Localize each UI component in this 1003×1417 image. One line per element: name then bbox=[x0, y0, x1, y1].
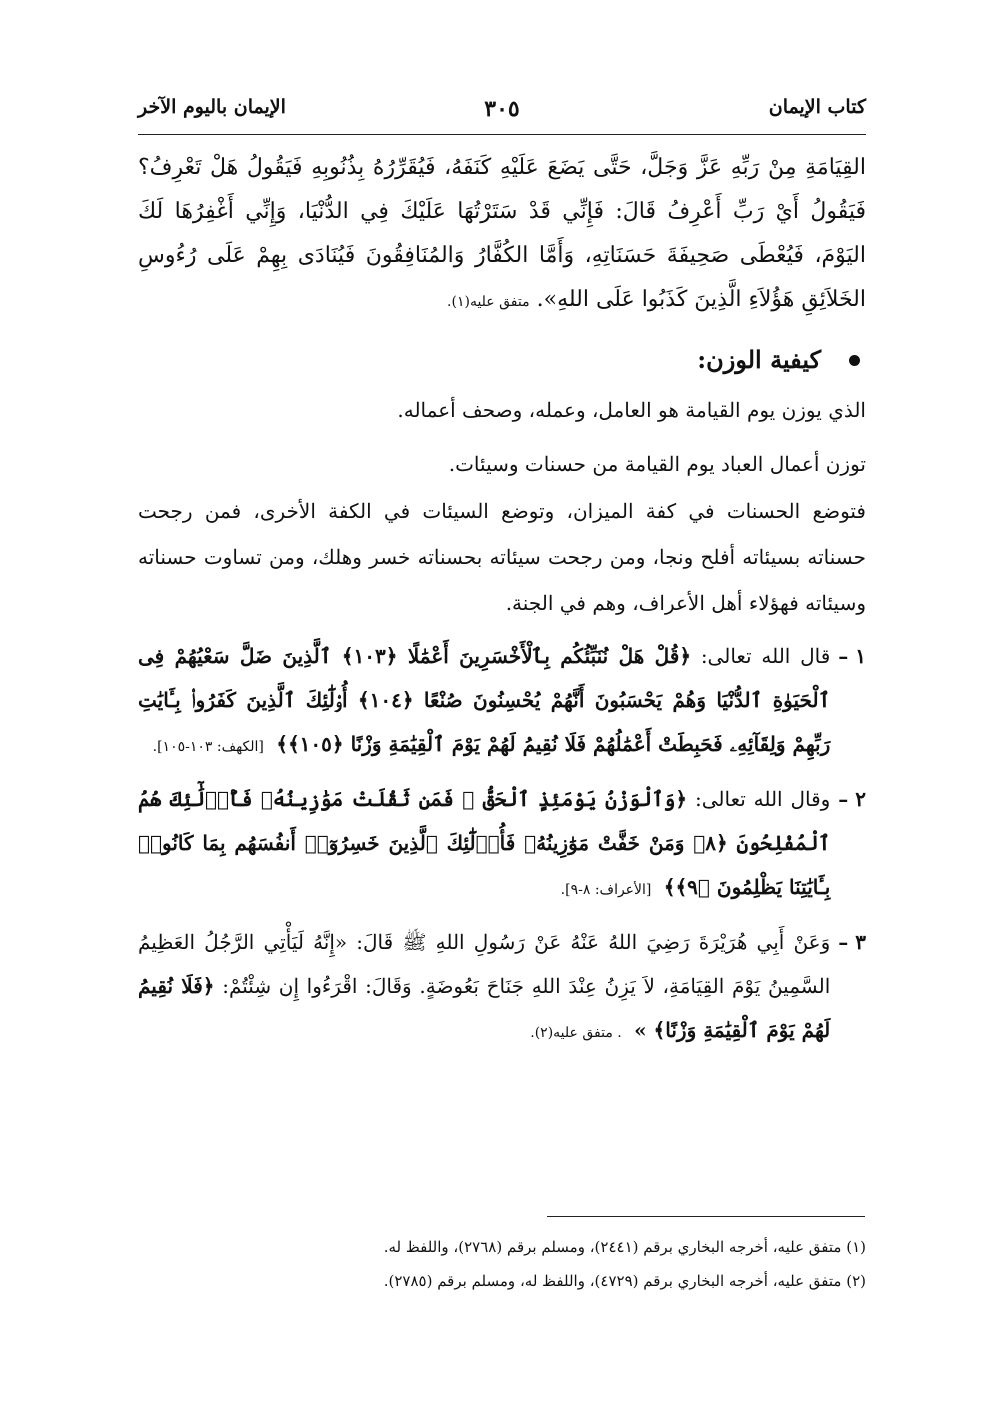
page-header bbox=[138, 96, 866, 132]
item-body bbox=[138, 920, 830, 1055]
quran-verse: ﴿قُلْ هَلْ نُنَبِّئُكُم بِٱلْأَخْسَرِينَ أَعْمَٰلًا ﴿١٠٣﴾ ٱلَّذِينَ ضَلَّ سَعْيُهُمْ فِى ٱلْحَيَوٰةِ ٱلدُّنْيَا وَهُمْ يَحْسَبُونَ أَنَّهُمْ يُحْسِنُونَ صُنْعًا ﴿١٠٤﴾ أُو۟لَٰٓئِكَ ٱلَّذِينَ كَفَرُوا۟ بِـَٔايَٰتِ رَبِّهِمْ وَلِقَآئِهِۦ فَحَبِطَتْ أَعْمَٰلُهُمْ فَلَا نُقِيمُ لَهُمْ يَوْمَ ٱلْقِيَٰمَةِ وَزْنًا ﴿١٠٥﴾﴾ bbox=[138, 644, 831, 756]
section-title: كيفية الوزن: bbox=[697, 345, 821, 374]
header-divider bbox=[138, 134, 866, 135]
quran-verse: ﴿فَلَا نُقِيمُ لَهُمْ يَوْمَ ٱلْقِيَٰمَةِ وَزْنًا﴾ » bbox=[138, 974, 831, 1042]
footnote-divider bbox=[547, 1216, 865, 1217]
item-body bbox=[138, 634, 830, 769]
verse-reference: [الكهف: ١٠٣-١٠٥]. bbox=[152, 739, 264, 755]
list-item bbox=[138, 634, 866, 769]
page-body bbox=[138, 146, 866, 1055]
item-lead: قال الله تعالى: bbox=[700, 644, 831, 668]
footnote: (١) متفق عليه، أخرجه البخاري برقم (٢٤٤١)، ومسلم برقم (٢٧٦٨)، واللفظ له. bbox=[383, 1238, 866, 1256]
list-item bbox=[138, 920, 866, 1055]
item-body bbox=[138, 777, 830, 912]
weighing-paragraph: فتوضع الحسنات في كفة الميزان، وتوضع السيئات في الكفة الأخرى، فمن رجحت حسناته بسيئاته أفلح ونجا، ومن رجحت سيئاته بحسناته خسر وهلك، ومن تساوت حسناته وسيئاته فهؤلاء أهل الأعراف، وهم في الجنة. bbox=[138, 499, 866, 615]
item-lead: وَعَنْ أَبِي هُرَيْرَةَ رَضِيَ اللهُ عَنْهُ عَنْ رَسُولِ اللهِ ﷺ قَالَ: «إِنَّهُ لَيَأْتِي الرَّجُلُ العَظِيمُ السَّمِينُ يَوْمَ القِيَامَةِ، لاَ يَزِنُ عِنْدَ اللهِ جَنَاحَ بَعُوضَةٍ. وَقَالَ: اقْرَءُوا إِن شِئْتُمْ: bbox=[138, 930, 831, 998]
quran-verse: ﴿وَٱلْوَزْنُ يَوْمَئِذٍ ٱلْحَقُّ ۚ فَمَن ثَقُلَتْ مَوَٰزِينُهُۥ فَأُو۟لَٰٓئِكَ هُمُ ٱلْمُفْلِحُونَ ﴿٨﴾ وَمَنْ خَفَّتْ مَوَٰزِينُهُۥ فَأُو۟لَٰٓئِكَ ٱلَّذِينَ خَسِرُوٓا۟ أَنفُسَهُم بِمَا كَانُوا۟ بِـَٔايَٰتِنَا يَظْلِمُونَ ﴿٩﴾﴾ bbox=[138, 787, 831, 899]
bullet-icon bbox=[849, 355, 860, 366]
hadith-text: القِيَامَةِ مِنْ رَبِّهِ عَزَّ وَجَلَّ، حَتَّى يَضَعَ عَلَيْهِ كَنَفَهُ، فَيُقَرِّرُهُ بِذُنُوبِهِ فَيَقُولُ هَلْ تَعْرِفُ؟ فَيَقُولُ أَيْ رَبِّ أَعْرِفُ قَالَ: فَإِنِّي قَدْ سَتَرْتُهَا عَلَيْكَ فِي الدُّنْيَا، وَإِنِّي أَغْفِرُهَا لَكَ اليَوْمَ، فَيُعْطَى صَحِيفَةَ حَسَنَاتِهِ، وَأَمَّا الكُفَّارُ وَالمُنَافِقُونَ فَيُنَادَى بِهِمْ عَلَى رُءُوسِ الخَلاَئِقِ هَؤُلاَءِ الَّذِينَ كَذَبُوا عَلَى اللهِ». bbox=[138, 155, 866, 312]
section-heading bbox=[138, 340, 866, 380]
footnote: (٢) متفق عليه، أخرجه البخاري برقم (٤٧٢٩)، واللفظ له، ومسلم برقم (٢٧٨٥). bbox=[383, 1272, 866, 1290]
item-number: ٣ – bbox=[838, 930, 866, 954]
header-book-title: كتاب الإيمان bbox=[768, 96, 866, 118]
item-lead: وقال الله تعالى: bbox=[694, 787, 831, 811]
verse-reference: [الأعراف: ٨-٩]. bbox=[560, 882, 652, 898]
footnotes bbox=[138, 1230, 866, 1298]
hadith-continuation bbox=[138, 146, 866, 324]
intro-line: توزن أعمال العباد يوم القيامة من حسنات وسيئات. bbox=[448, 452, 866, 476]
item-number: ١ – bbox=[838, 644, 866, 668]
intro-line: الذي يوزن يوم القيامة هو العامل، وعمله، وصحف أعماله. bbox=[397, 398, 866, 422]
page-number: ٣٠٥ bbox=[484, 96, 520, 122]
hadith-reference: متفق عليه(١). bbox=[447, 294, 530, 310]
header-chapter-title: الإيمان باليوم الآخر bbox=[138, 96, 286, 118]
item-number: ٢ – bbox=[838, 787, 866, 811]
list-item bbox=[138, 777, 866, 912]
hadith-reference: . متفق عليه(٢). bbox=[530, 1025, 622, 1041]
